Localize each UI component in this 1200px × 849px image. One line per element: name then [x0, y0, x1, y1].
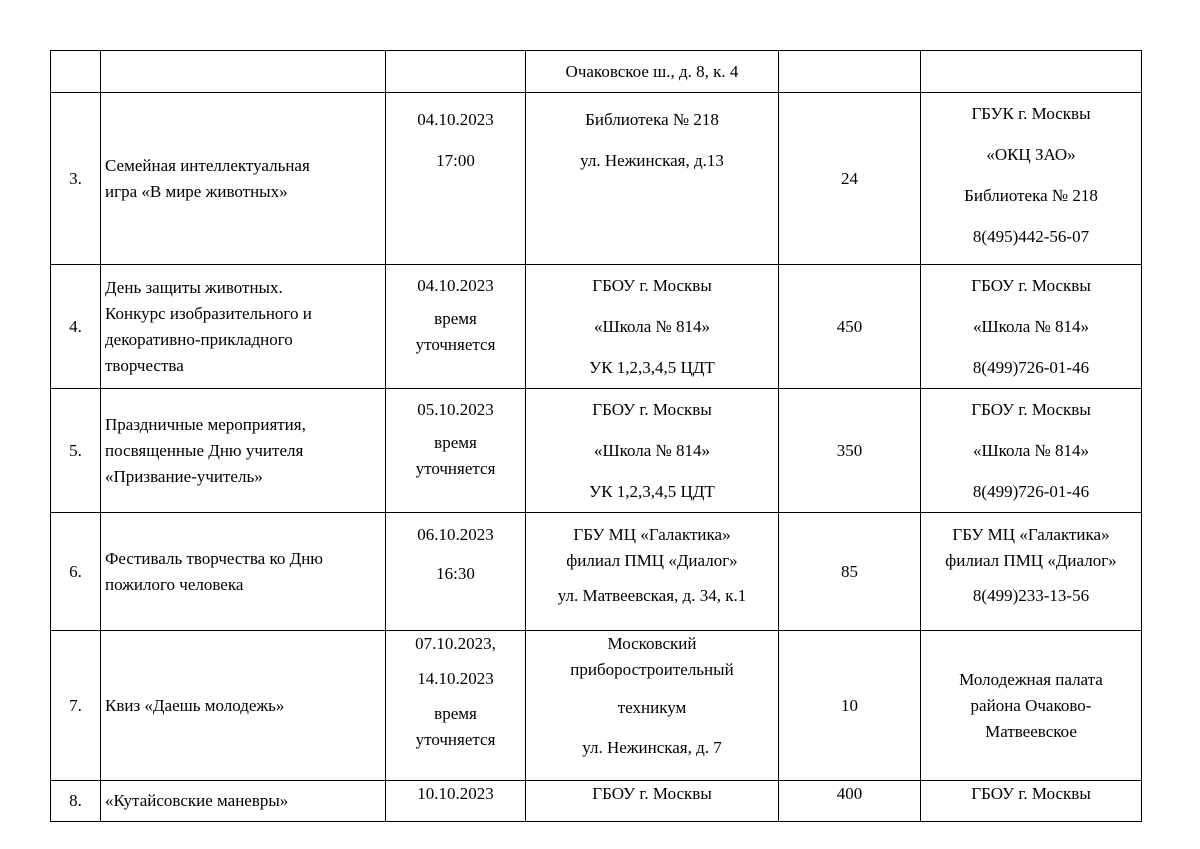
event-name-line: «Кутайсовские маневры»	[105, 791, 289, 810]
event-date-cell	[386, 389, 526, 513]
participants-count-cell	[779, 265, 921, 389]
event-name-line: посвященные Дню учителя	[105, 440, 304, 460]
event-date-line: уточняется	[415, 335, 496, 354]
event-date-cell	[386, 781, 526, 822]
contact-line: «ОКЦ ЗАО»	[986, 145, 1076, 164]
events-table	[50, 50, 1142, 822]
place-line: филиал ПМЦ «Диалог»	[566, 551, 738, 570]
contact-line: Библиотека № 218	[964, 186, 1098, 205]
event-number: 6.	[69, 561, 82, 581]
event-date-cell	[386, 513, 526, 631]
event-date-cell	[386, 51, 526, 93]
event-name-line: День защиты животных.	[105, 277, 283, 297]
event-place-cell	[526, 631, 779, 781]
place-line: ул. Нежинская, д. 7	[582, 738, 722, 757]
contact-line: ГБОУ г. Москвы	[971, 276, 1091, 295]
event-name-line: игра «В мире животных»	[105, 181, 288, 201]
event-name-cell	[101, 781, 386, 822]
organizer-contact-cell	[921, 631, 1142, 781]
contact-line: 8(499)233-13-56	[972, 586, 1090, 605]
organizer-contact-cell	[921, 513, 1142, 631]
participants-count-cell	[779, 781, 921, 822]
event-name-cell	[101, 513, 386, 631]
contact-line: «Школа № 814»	[972, 441, 1090, 460]
organizer-contact-cell	[921, 51, 1142, 93]
event-place-cell	[526, 513, 779, 631]
place-line: ГБОУ г. Москвы	[592, 784, 712, 803]
event-date-line: время	[434, 433, 477, 452]
place-line: Московский	[607, 634, 697, 653]
place-line: ГБОУ г. Москвы	[592, 400, 712, 419]
event-number-cell	[51, 389, 101, 513]
contact-line: филиал ПМЦ «Диалог»	[945, 551, 1117, 570]
organizer-contact-cell	[921, 781, 1142, 822]
event-place-cell	[526, 265, 779, 389]
event-date-line: 17:00	[436, 151, 475, 170]
event-date-line: 06.10.2023	[417, 525, 494, 544]
event-date-line: 07.10.2023,	[415, 634, 496, 653]
participants-count: 450	[836, 316, 863, 336]
event-date-line: 16:30	[436, 564, 475, 583]
event-name-line: Квиз «Даешь молодежь»	[105, 695, 285, 715]
place-line: ГБУ МЦ «Галактика»	[573, 525, 731, 544]
organizer-contact-cell	[921, 389, 1142, 513]
contact-line: ГБУК г. Москвы	[971, 104, 1091, 123]
table-row	[51, 781, 1142, 822]
event-number-cell	[51, 631, 101, 781]
place-line: «Школа № 814»	[593, 441, 711, 460]
event-date-line: уточняется	[415, 459, 496, 478]
event-date-line: время	[434, 309, 477, 328]
place-line: «Школа № 814»	[593, 317, 711, 336]
event-date-line: 10.10.2023	[417, 784, 494, 803]
place-line: ул. Матвеевская, д. 34, к.1	[557, 586, 747, 605]
event-place-cell	[526, 93, 779, 265]
contact-line: 8(499)726-01-46	[972, 358, 1090, 377]
event-date-line: 05.10.2023	[417, 400, 494, 419]
place-line: ул. Нежинская, д.13	[580, 151, 724, 170]
event-date-line: уточняется	[415, 730, 496, 749]
event-date-line: 04.10.2023	[417, 276, 494, 295]
event-number-cell	[51, 93, 101, 265]
event-name-line: Конкурс изобразительного и	[105, 303, 312, 323]
table-row	[51, 631, 1142, 781]
event-number-cell	[51, 781, 101, 822]
event-number-cell	[51, 513, 101, 631]
contact-line: Молодежная палата	[959, 669, 1103, 689]
place-line: УК 1,2,3,4,5 ЦДТ	[589, 358, 715, 377]
participants-count: 85	[841, 561, 858, 581]
event-number: 7.	[69, 695, 82, 715]
event-name-cell	[101, 265, 386, 389]
place-line: Очаковское ш., д. 8, к. 4	[565, 61, 739, 81]
participants-count: 10	[841, 695, 858, 715]
contact-line: ГБОУ г. Москвы	[971, 784, 1091, 803]
place-line: приборостроительный	[570, 660, 734, 679]
event-name-cell	[101, 51, 386, 93]
event-date-line: время	[434, 704, 477, 723]
event-number-cell	[51, 51, 101, 93]
event-place-cell	[526, 51, 779, 93]
event-date-line: 14.10.2023	[417, 669, 494, 688]
event-place-cell	[526, 781, 779, 822]
event-date-line: 04.10.2023	[417, 110, 494, 129]
event-name-line: Семейная интеллектуальная	[105, 155, 310, 175]
contact-line: «Школа № 814»	[972, 317, 1090, 336]
event-name-cell	[101, 631, 386, 781]
participants-count: 400	[836, 784, 863, 803]
contact-line: района Очаково-	[970, 695, 1092, 715]
organizer-contact-cell	[921, 93, 1142, 265]
event-number: 8.	[69, 791, 82, 810]
event-name-line: «Призвание-учитель»	[105, 466, 263, 486]
contact-line: Матвеевское	[985, 721, 1077, 741]
event-number-cell	[51, 265, 101, 389]
event-name-line: творчества	[105, 355, 184, 375]
participants-count-cell	[779, 51, 921, 93]
place-line: Библиотека № 218	[585, 110, 719, 129]
contact-line: 8(495)442-56-07	[972, 227, 1090, 246]
event-number: 4.	[69, 316, 82, 336]
table-row	[51, 51, 1142, 93]
event-name-line: пожилого человека	[105, 574, 244, 594]
contact-line: ГБОУ г. Москвы	[971, 400, 1091, 419]
participants-count-cell	[779, 631, 921, 781]
table-row	[51, 389, 1142, 513]
table-row	[51, 513, 1142, 631]
event-name-line: Фестиваль творчества ко Дню	[105, 548, 324, 568]
contact-line: 8(499)726-01-46	[972, 482, 1090, 501]
contact-line: ГБУ МЦ «Галактика»	[952, 525, 1110, 544]
event-date-cell	[386, 93, 526, 265]
event-number: 5.	[69, 440, 82, 460]
event-number: 3.	[69, 168, 82, 188]
event-name-cell	[101, 389, 386, 513]
place-line: ГБОУ г. Москвы	[592, 276, 712, 295]
participants-count: 350	[836, 440, 863, 460]
event-name-line: Праздничные мероприятия,	[105, 414, 306, 434]
participants-count-cell	[779, 93, 921, 265]
organizer-contact-cell	[921, 265, 1142, 389]
event-date-cell	[386, 631, 526, 781]
place-line: техникум	[617, 698, 687, 717]
place-line: УК 1,2,3,4,5 ЦДТ	[589, 482, 715, 501]
event-name-line: декоративно-прикладного	[105, 329, 293, 349]
participants-count-cell	[779, 513, 921, 631]
participants-count-cell	[779, 389, 921, 513]
event-place-cell	[526, 389, 779, 513]
table-row	[51, 265, 1142, 389]
participants-count: 24	[841, 168, 858, 188]
event-name-cell	[101, 93, 386, 265]
table-row	[51, 93, 1142, 265]
event-date-cell	[386, 265, 526, 389]
